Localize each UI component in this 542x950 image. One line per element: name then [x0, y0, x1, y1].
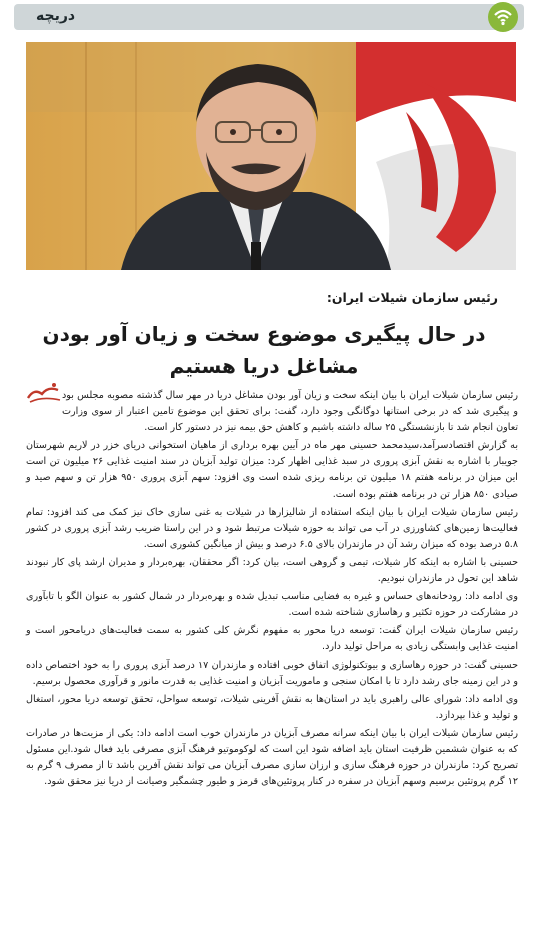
headline-line-2: مشاغل دریا هستیم	[169, 354, 359, 378]
article-headline	[30, 318, 498, 382]
paragraph: به گزارش اقتصادسرآمد،سیدمحمد حسینی مهر ماه در آیین بهره برداری از ماهیان استخوانی دریای خزر در لاریم شهرستان جویبار با اشاره به نقش آبزی پروری در سبد غذایی اظهار کرد: میزان تولید آبزیان در سند امنیت غذایی ۲۶ میلیون تن است این میزان در برنامه هفتم ۱۸ میلیون تن برنامه ریزی شده است وی افزود: سهم آبزی پروری ۹۵۰ هزار تن و سهم صید و صیادی ۸۵۰ هزار تن در برنامه هفتم بوده است.	[26, 440, 518, 500]
wifi-signal-icon	[488, 2, 518, 32]
paragraph: حسینی با اشاره به اینکه کار شیلات، تیمی و گروهی است، بیان کرد: اگر محققان، بهره‌بردار و مدیران ارشد پای کار نبودند شاهد این تحول در مازندران نبودیم.	[26, 556, 518, 585]
article-body	[26, 388, 518, 792]
paragraph: رئیس سازمان شیلات ایران با بیان اینکه سرانه مصرف آبزیان در مازندران خوب است ادامه داد: یکی از مزیت‌ها در صادرات که به عنوان ششمین ظرفیت استان باید اضافه شود این است که لوکوموتیو فرهنگ آبزی مصرفی باید فعال شود.این مسئول تصریح کرد: مازندران در حوزه فرهنگ سازی و ارزان سازی مصرف آبزیان می تواند نقش آفرین باشد تا از مصرف ۹ گرم به ۱۲ گرم پروتئین برسیم وسهم آبزیان در سفره در کنار پروتئین‌های قرمز و طیور چشمگیر وصیانت از دریا نیز محقق شود.	[26, 727, 519, 788]
paragraph: رئیس سازمان شیلات ایران گفت: توسعه دریا محور به مفهوم نگرش کلی کشور به سمت فعالیت‌های دریامحور است و امنیت غذایی وابستگی زیادی به مراحل تولید دارد.	[26, 625, 518, 653]
section-header	[14, 4, 524, 30]
paragraph: رئیس سازمان شیلات ایران با بیان اینکه سخت و زیان آور بودن مشاغل دریا در مهر سال گذشته مصوبه مجلس بود و پیگیری شد که در برخی استانها دوگانگی وجود دارد، گفت: برای تحقق این موضوع تامین اعتبار از سوی وزارت تعاون انجام شد تا بازنشستگی ۲۵ ساله داشته باشیم و کاهش حق بیمه نیز در دستور کار است.	[62, 390, 518, 434]
paragraph: وی ادامه داد: شورای عالی راهبری باید در استان‌ها به نقش آفرینی شیلات، توسعه سواحل، تحقق توسعه دریا محور، استغال و تولید و غذا بپردازد.	[26, 693, 518, 721]
headline-line-1: در حال پیگیری موضوع سخت و زیان آور بودن	[42, 322, 486, 346]
article-kicker: رئیس سازمان شیلات ایران:	[326, 290, 498, 305]
paragraph: حسینی گفت: در حوزه رهاسازی و بیوتکنولوژی اتفاق خوبی افتاده و مازندران ۱۷ درصد آبزی پروری را به خود اختصاص داده و در این زمینه جای رشد دارد تا با امکان سنجی و ماموریت آبزیان و امنیت غذایی به قدرت مانور و قرآوری محصول برسیم.	[26, 659, 518, 687]
portrait-photo	[26, 42, 516, 270]
paragraph: وی ادامه داد: رودخانه‌های حساس و غیره به فضایی مناسب تبدیل شده و بهره‌بردار در شمال کشور به عنوان الگو با تابآوری در مشارکت در حوزه تکثیر و رهاسازی شناخته شده است.	[26, 591, 518, 619]
section-label: دریچه	[36, 8, 76, 24]
paragraph: رئیس سازمان شیلات ایران با بیان اینکه استفاده از شالیزارها در شیلات به غنی سازی خاک نیز کمک می کند افزود: تمام فعالیت‌ها زمین‌های کشاورزی در آب می تواند به حوزه شیلات مرتبط شود و در این راستا ضریب رشد آبزی پروری در کشور ۵.۸ درصد بوده که میزان رشد آن در مازندران بالای ۶.۵ درصد و بیش از میانگین کشوری است.	[26, 506, 518, 550]
